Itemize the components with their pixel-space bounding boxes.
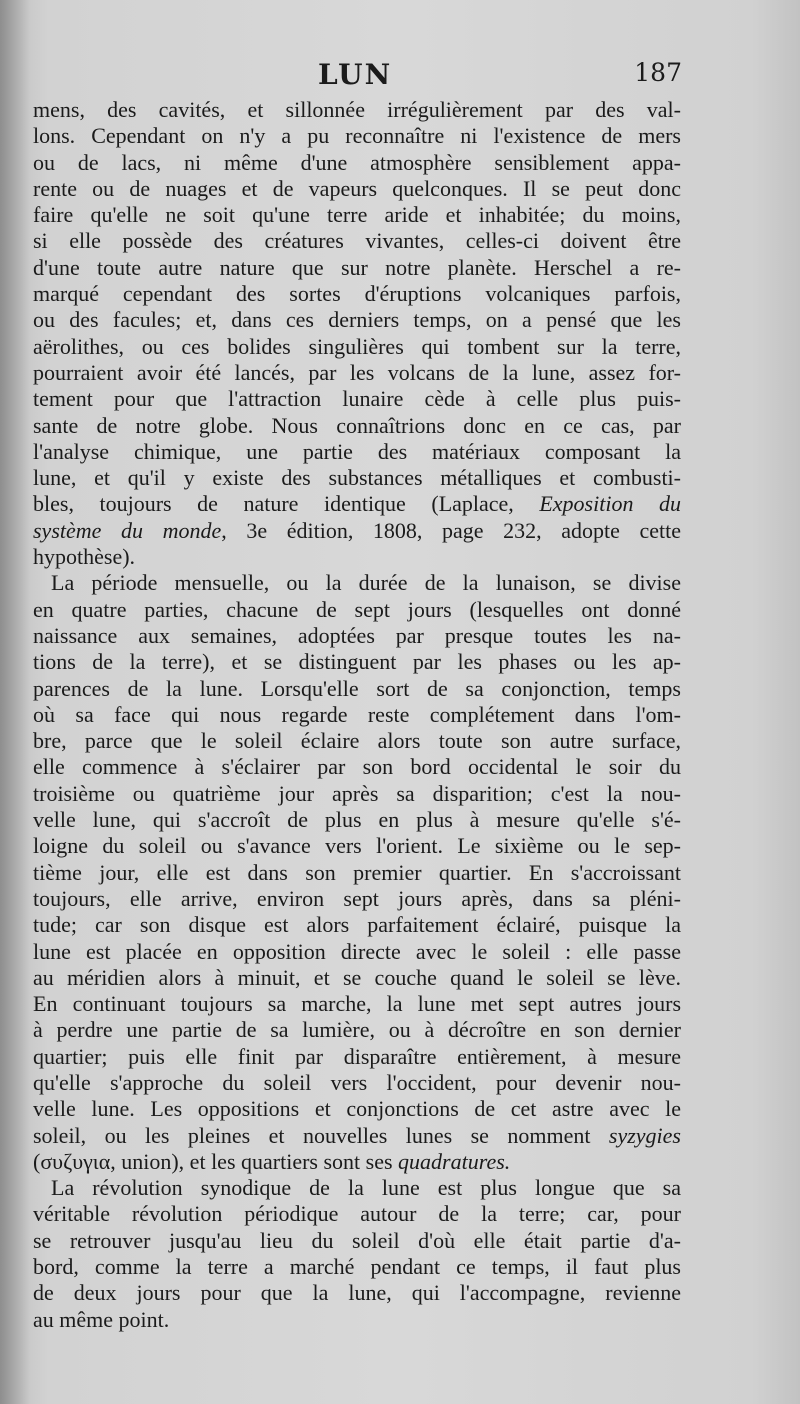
text-line (33, 965, 681, 991)
line-text: ou des facules; et, dans ces derniers temps, on a pensé que les (33, 307, 681, 333)
line-text: tions de la terre), et se distinguent par les phases ou les ap- (33, 649, 681, 675)
line-text: quartier; puis elle finit par disparaître entièrement, à mesure (33, 1043, 681, 1069)
italic-text: quadratures. (398, 1148, 511, 1174)
line-text: hypothèse). (33, 544, 136, 570)
line-text: velle lune, qui s'accroît de plus en plus à mesure qu'elle s'é- (33, 807, 681, 833)
text-line (33, 991, 681, 1017)
line-text: tude; car son disque est alors parfaitement éclairé, puisque la (33, 912, 681, 938)
text-line (33, 544, 681, 570)
text-line (33, 413, 681, 439)
line-text: rente ou de nuages et de vapeurs quelconques. Il se peut donc (33, 175, 681, 201)
text-line (33, 860, 681, 886)
line-text: pourraient avoir été lancés, par les volcans de la lune, assez for- (33, 359, 681, 385)
line-text: ou de lacs, ni même d'une atmosphère sensiblement appa- (33, 149, 681, 175)
line-text: La révolution synodique de la lune est plus longue que sa (51, 1175, 681, 1201)
text-line (33, 912, 681, 938)
text-line (33, 518, 681, 544)
line-text: velle lune. Les oppositions et conjonctions de cet astre avec le (33, 1096, 681, 1122)
text-line (33, 833, 681, 859)
text-line (33, 307, 681, 333)
text-line (33, 281, 681, 307)
text-line (33, 702, 681, 728)
text-line (33, 439, 681, 465)
line-text: tement pour que l'attraction lunaire cède à celle plus puis- (33, 386, 681, 412)
text-line (33, 150, 681, 176)
text-line (33, 1044, 681, 1070)
line-text: lune, et qu'il y existe des substances métalliques et combusti- (33, 465, 681, 491)
line-text: soleil, ou les pleines et nouvelles lunes se nomment (33, 1122, 609, 1148)
line-text: elle commence à s'éclairer par son bord occidental le soir du (33, 754, 681, 780)
text-line (33, 360, 681, 386)
text-line (33, 1096, 681, 1122)
text-line (33, 386, 681, 412)
page-header (0, 58, 800, 98)
line-text: troisième ou quatrième jour après sa disparition; c'est la nou- (33, 780, 681, 806)
text-line (33, 649, 681, 675)
text-line (33, 1201, 681, 1227)
text-line (33, 807, 681, 833)
line-text: en quatre parties, chacune de sept jours (lesquelles ont donné (33, 596, 681, 622)
italic-text: système du monde (33, 517, 222, 543)
text-line (33, 97, 681, 123)
text-line (33, 781, 681, 807)
line-text: lune est placée en opposition directe avec le soleil : elle passe (33, 938, 681, 964)
text-line (33, 202, 681, 228)
italic-text: Exposition du (539, 491, 681, 517)
text-line (33, 754, 681, 780)
text-line (33, 676, 681, 702)
line-text: tième jour, elle est dans son premier quartier. En s'accroissant (33, 859, 681, 885)
line-text: aërolithes, ou ces bolides singulières qui tombent sur la terre, (33, 333, 681, 359)
line-text: se retrouver jusqu'au lieu du soleil d'où elle était partie d'a- (33, 1227, 681, 1253)
text-line (33, 1307, 681, 1333)
line-text: toujours, elle arrive, environ sept jours après, dans sa pléni- (33, 885, 681, 911)
text-line (33, 1149, 681, 1175)
text-line (33, 176, 681, 202)
line-text: lons. Cependant on n'y a pu reconnaître ni l'existence de mers (33, 123, 681, 149)
line-text: sante de notre globe. Nous connaîtrions donc en ce cas, par (33, 412, 681, 438)
running-title: LUN (318, 58, 393, 91)
line-text: de deux jours pour que la lune, qui l'accompagne, revienne (33, 1280, 681, 1306)
line-text: mens, des cavités, et sillonnée irrégulièrement par des val- (33, 97, 681, 122)
body-text (33, 97, 681, 1333)
line-text: si elle possède des créatures vivantes, celles-ci doivent être (33, 228, 681, 254)
text-line (33, 939, 681, 965)
text-line (33, 491, 681, 517)
text-line (33, 255, 681, 281)
italic-text: syzygies (608, 1122, 681, 1148)
text-line (33, 886, 681, 912)
text-line (33, 597, 681, 623)
text-line (33, 728, 681, 754)
text-line (33, 465, 681, 491)
line-text: à perdre une partie de sa lumière, ou à décroître en son dernier (33, 1017, 681, 1043)
line-text: bles, toujours de nature identique (Laplace, (33, 491, 540, 517)
text-line (33, 228, 681, 254)
line-text: au même point. (33, 1306, 170, 1332)
line-text: naissance aux semaines, adoptées par presque toutes les na- (33, 622, 681, 648)
line-text: loigne du soleil ou s'avance vers l'orient. Le sixième ou le sep- (33, 833, 681, 859)
line-text: où sa face qui nous regarde reste complétement dans l'om- (33, 701, 681, 727)
line-text: bre, parce que le soleil éclaire alors toute son autre surface, (33, 728, 681, 754)
line-text: faire qu'elle ne soit qu'une terre aride et inhabitée; du moins, (33, 202, 681, 228)
line-text: bord, comme la terre a marché pendant ce temps, il faut plus (33, 1254, 681, 1280)
line-text: véritable révolution périodique autour de la terre; car, pour (33, 1201, 681, 1227)
line-text: l'analyse chimique, une partie des matériaux composant la (33, 438, 681, 464)
line-text: , 3e édition, 1808, page 232, adopte cette (221, 517, 681, 543)
text-line (33, 1017, 681, 1043)
line-text: qu'elle s'approche du soleil vers l'occident, pour devenir nou- (33, 1069, 681, 1095)
text-line (33, 1123, 681, 1149)
line-text: au méridien alors à minuit, et se couche quand le soleil se lève. (33, 964, 681, 990)
text-line (33, 1228, 681, 1254)
text-line (33, 334, 681, 360)
text-line (33, 623, 681, 649)
line-text: En continuant toujours sa marche, la lune met sept autres jours (33, 991, 681, 1017)
text-line (33, 1254, 681, 1280)
binding-shadow (0, 0, 30, 1404)
text-line (33, 123, 681, 149)
line-text: d'une toute autre nature que sur notre planète. Herschel a re- (33, 254, 681, 280)
page-number: 187 (634, 58, 682, 87)
text-line (33, 1280, 681, 1306)
line-text: La période mensuelle, ou la durée de la lunaison, se divise (51, 570, 681, 596)
text-line (33, 570, 681, 596)
text-line (33, 1070, 681, 1096)
line-text: marqué cependant des sortes d'éruptions volcaniques parfois, (33, 281, 681, 307)
line-text: (συζυγια, union), et les quartiers sont ses (33, 1148, 399, 1174)
text-line (33, 1175, 681, 1201)
line-text: parences de la lune. Lorsqu'elle sort de sa conjonction, temps (33, 675, 681, 701)
